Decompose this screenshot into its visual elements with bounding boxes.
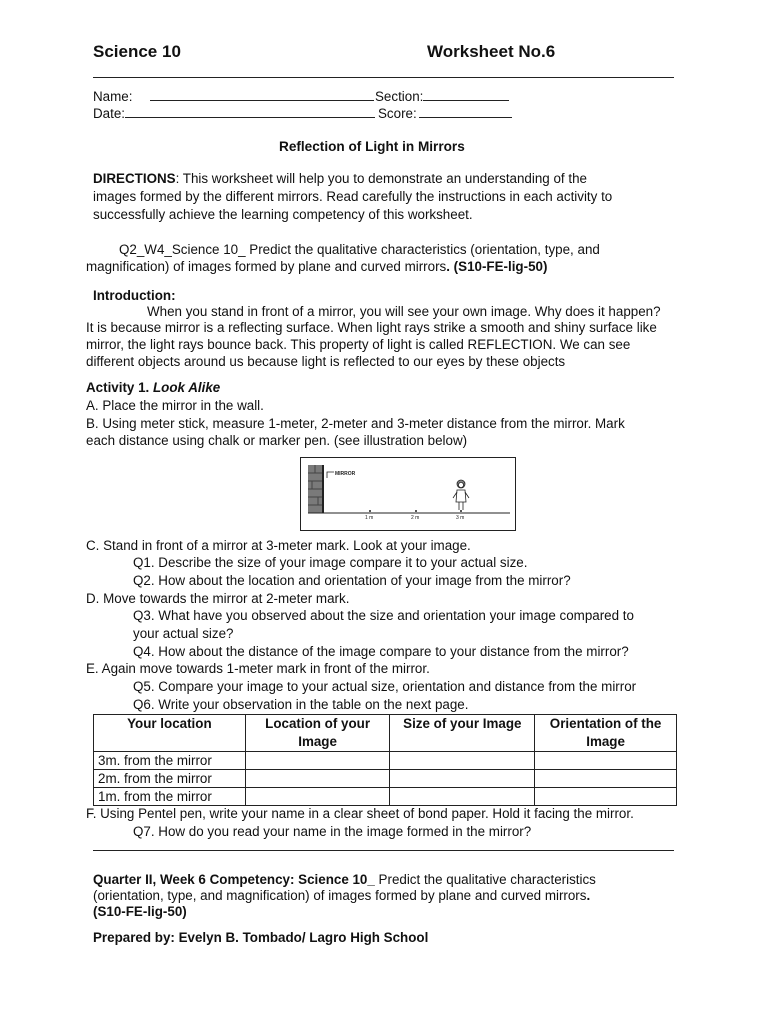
question-4: Q4. How about the distance of the image compare to your distance from the mirror?	[133, 644, 629, 659]
footer-dot: .	[586, 888, 591, 903]
section-field[interactable]	[423, 86, 509, 101]
table-cell-location: 1m. from the mirror	[94, 788, 246, 806]
mark-label-2m: 2 m	[411, 515, 420, 521]
introduction-line-4: different objects around us because light is reflected to our eyes by these objects	[86, 354, 566, 369]
question-7: Q7. How do you read your name in the image formed in the mirror?	[133, 824, 532, 839]
directions-line-2: images formed by the different mirrors. Read carefully the instructions in each activity to	[93, 189, 613, 204]
step-c: C. Stand in front of a mirror at 3-meter mark. Look at your image.	[86, 538, 471, 553]
step-e: E. Again move towards 1-meter mark in front of the mirror.	[86, 661, 430, 676]
table-header: Your location	[94, 715, 246, 752]
activity-name: Look Alike	[153, 380, 221, 395]
activity-heading	[86, 380, 220, 395]
step-a: A. Place the mirror in the wall.	[86, 398, 264, 413]
name-label: Name:	[93, 89, 133, 104]
name-row	[93, 86, 374, 104]
wall-icon	[308, 465, 323, 513]
mirror-illustration	[300, 457, 516, 532]
table-cell-input[interactable]	[535, 770, 677, 788]
step-b-line-2: each distance using chalk or marker pen. (see illustration below)	[86, 433, 468, 448]
table-cell-input[interactable]	[390, 770, 535, 788]
score-field[interactable]	[419, 103, 512, 118]
mark-2m	[415, 510, 417, 512]
table-header: Location of your Image	[245, 715, 390, 752]
mark-3m	[460, 510, 462, 512]
table-cell-input[interactable]	[535, 788, 677, 806]
question-1: Q1. Describe the size of your image compare it to your actual size.	[133, 555, 528, 570]
mark-label-1m: 1 m	[365, 515, 374, 521]
table-cell-input[interactable]	[535, 752, 677, 770]
introduction-line-3: mirror, the light rays bounce back. This property of light is called REFLECTION. We can see	[86, 337, 631, 352]
observation-table	[93, 714, 677, 806]
directions-line-3: successfully achieve the learning competency of this worksheet.	[93, 207, 473, 222]
table-cell-location: 2m. from the mirror	[94, 770, 246, 788]
subject-title: Science 10	[93, 42, 181, 61]
table-cell-input[interactable]	[390, 752, 535, 770]
date-field[interactable]	[125, 103, 375, 118]
activity-label: Activity 1.	[86, 380, 150, 395]
header-rule	[93, 77, 674, 78]
footer-competency-code: (S10-FE-lig-50)	[93, 904, 187, 919]
footer-competency-line-2	[93, 888, 590, 903]
table-cell-input[interactable]	[245, 788, 390, 806]
directions-text-1: : This worksheet will help you to demonstrate an understanding of the	[175, 171, 587, 186]
worksheet-number: Worksheet No.6	[427, 42, 556, 61]
introduction-line-2: It is because mirror is a reflecting surface. When light rays strike a smooth and shiny surface like	[86, 320, 657, 335]
table-header-row	[94, 715, 677, 752]
competency-line-1: Q2_W4_Science 10_ Predict the qualitative characteristics (orientation, type, and	[119, 242, 600, 257]
footer-competency-text: Predict the qualitative characteristics	[374, 872, 596, 887]
footer-competency-line-1	[93, 872, 596, 887]
directions-line-1	[93, 171, 587, 186]
question-3-line-1: Q3. What have you observed about the size and orientation your image compared to	[133, 608, 634, 623]
competency-text: magnification) of images formed by plane and curved mirrors	[86, 259, 447, 274]
date-row	[93, 103, 375, 121]
name-field[interactable]	[150, 86, 374, 101]
competency-line-2	[86, 259, 547, 274]
footer-competency-label: Quarter II, Week 6 Competency: Science 10_	[93, 872, 375, 887]
section-label: Section:	[375, 89, 424, 104]
mirror-label: MIRROR	[335, 471, 356, 477]
worksheet-title: Reflection of Light in Mirrors	[279, 139, 465, 154]
step-f: F. Using Pentel pen, write your name in a clear sheet of bond paper. Hold it facing the mirror.	[86, 806, 634, 821]
footer-competency-text-2: (orientation, type, and magnification) of images formed by plane and curved mirrors	[93, 888, 587, 903]
question-6: Q6. Write your observation in the table on the next page.	[133, 697, 469, 712]
competency-code: . (S10-FE-lig-50)	[446, 259, 548, 274]
directions-label: DIRECTIONS	[93, 171, 176, 186]
date-label: Date:	[93, 106, 126, 121]
table-header: Orientation of the Image	[535, 715, 677, 752]
table-cell-input[interactable]	[390, 788, 535, 806]
table-header: Size of your Image	[390, 715, 535, 752]
question-3-line-2: your actual size?	[133, 626, 234, 641]
table-row	[94, 752, 677, 770]
table-row	[94, 788, 677, 806]
introduction-label: Introduction:	[93, 288, 176, 303]
step-b-line-1: B. Using meter stick, measure 1-meter, 2-meter and 3-meter distance from the mirror. Mark	[86, 416, 625, 431]
table-cell-location: 3m. from the mirror	[94, 752, 246, 770]
step-d: D. Move towards the mirror at 2-meter mark.	[86, 591, 350, 606]
mark-1m	[369, 510, 371, 512]
question-5: Q5. Compare your image to your actual size, orientation and distance from the mirror	[133, 679, 637, 694]
score-label: Score:	[378, 106, 417, 121]
score-row	[378, 103, 512, 121]
table-cell-input[interactable]	[245, 770, 390, 788]
question-2: Q2. How about the location and orientation of your image from the mirror?	[133, 573, 571, 588]
table-cell-input[interactable]	[245, 752, 390, 770]
prepared-by: Prepared by: Evelyn B. Tombado/ Lagro High School	[93, 930, 429, 945]
introduction-line-1: When you stand in front of a mirror, you will see your own image. Why does it happen?	[147, 304, 661, 319]
section-row	[375, 86, 509, 104]
mark-label-3m: 3 m	[456, 515, 465, 521]
footer-rule	[93, 850, 674, 851]
table-row	[94, 770, 677, 788]
